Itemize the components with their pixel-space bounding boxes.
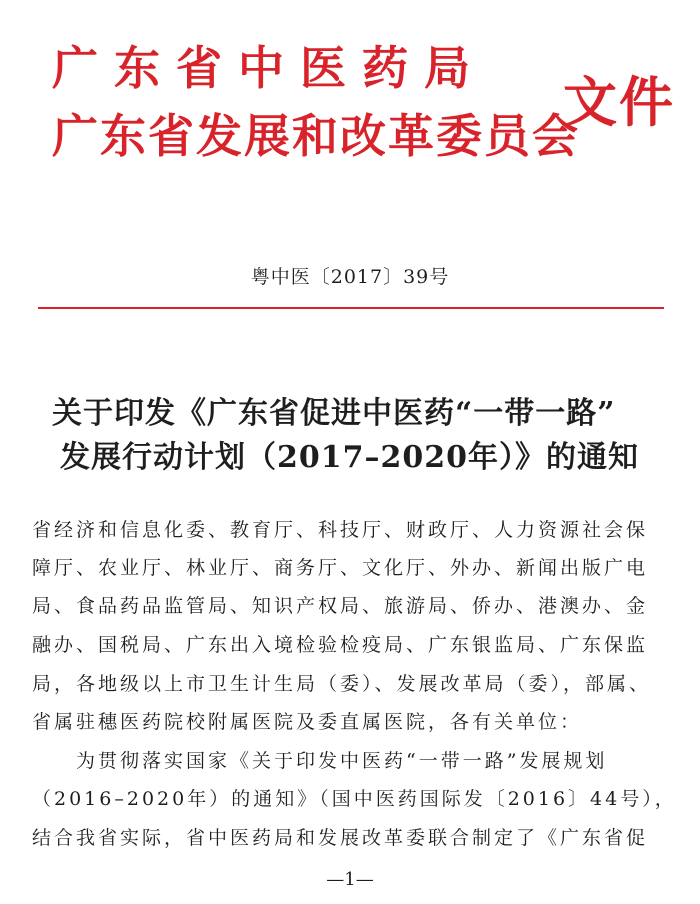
document-number: 粤中医〔2017〕39号	[250, 266, 450, 288]
body-line: 融办、国税局、广东出入境检验检疫局、广东银监局、广东保监	[32, 634, 649, 656]
body-line: 省经济和信息化委、教育厅、科技厅、财政厅、人力资源社会保	[32, 519, 649, 541]
body-line: 局，各地级以上市卫生计生局（委）、发展改革局（委），部属、	[32, 673, 652, 695]
red-divider	[38, 307, 664, 309]
document-type-label: 文件	[563, 70, 675, 134]
issuing-org-line-2: 广东省发展和改革委员会	[52, 109, 580, 163]
body-line: 结合我省实际，省中医药局和发展改革委联合制定了《广东省促	[32, 827, 649, 849]
page-number: —1—	[326, 869, 374, 890]
body-line: 障厅、农业厅、林业厅、商务厅、文化厅、外办、新闻出版广电	[32, 557, 649, 579]
title-line-2: 发展行动计划（2017–2020年）》的通知	[60, 440, 639, 475]
body-line: 局、食品药品监管局、知识产权局、旅游局、侨办、港澳办、金	[32, 595, 649, 617]
body-line: 为贯彻落实国家《关于印发中医药“一带一路”发展规划	[32, 750, 608, 772]
body-line: （2016–2020年）的通知》（国中医药国际发〔2016〕44号），	[32, 788, 677, 810]
body-line: 省属驻穗医药院校附属医院及委直属医院，各有关单位：	[32, 711, 583, 733]
issuing-org-line-1: 广东省中医药局	[52, 41, 486, 95]
title-line-1: 关于印发《广东省促进中医药“一带一路”	[52, 396, 616, 431]
